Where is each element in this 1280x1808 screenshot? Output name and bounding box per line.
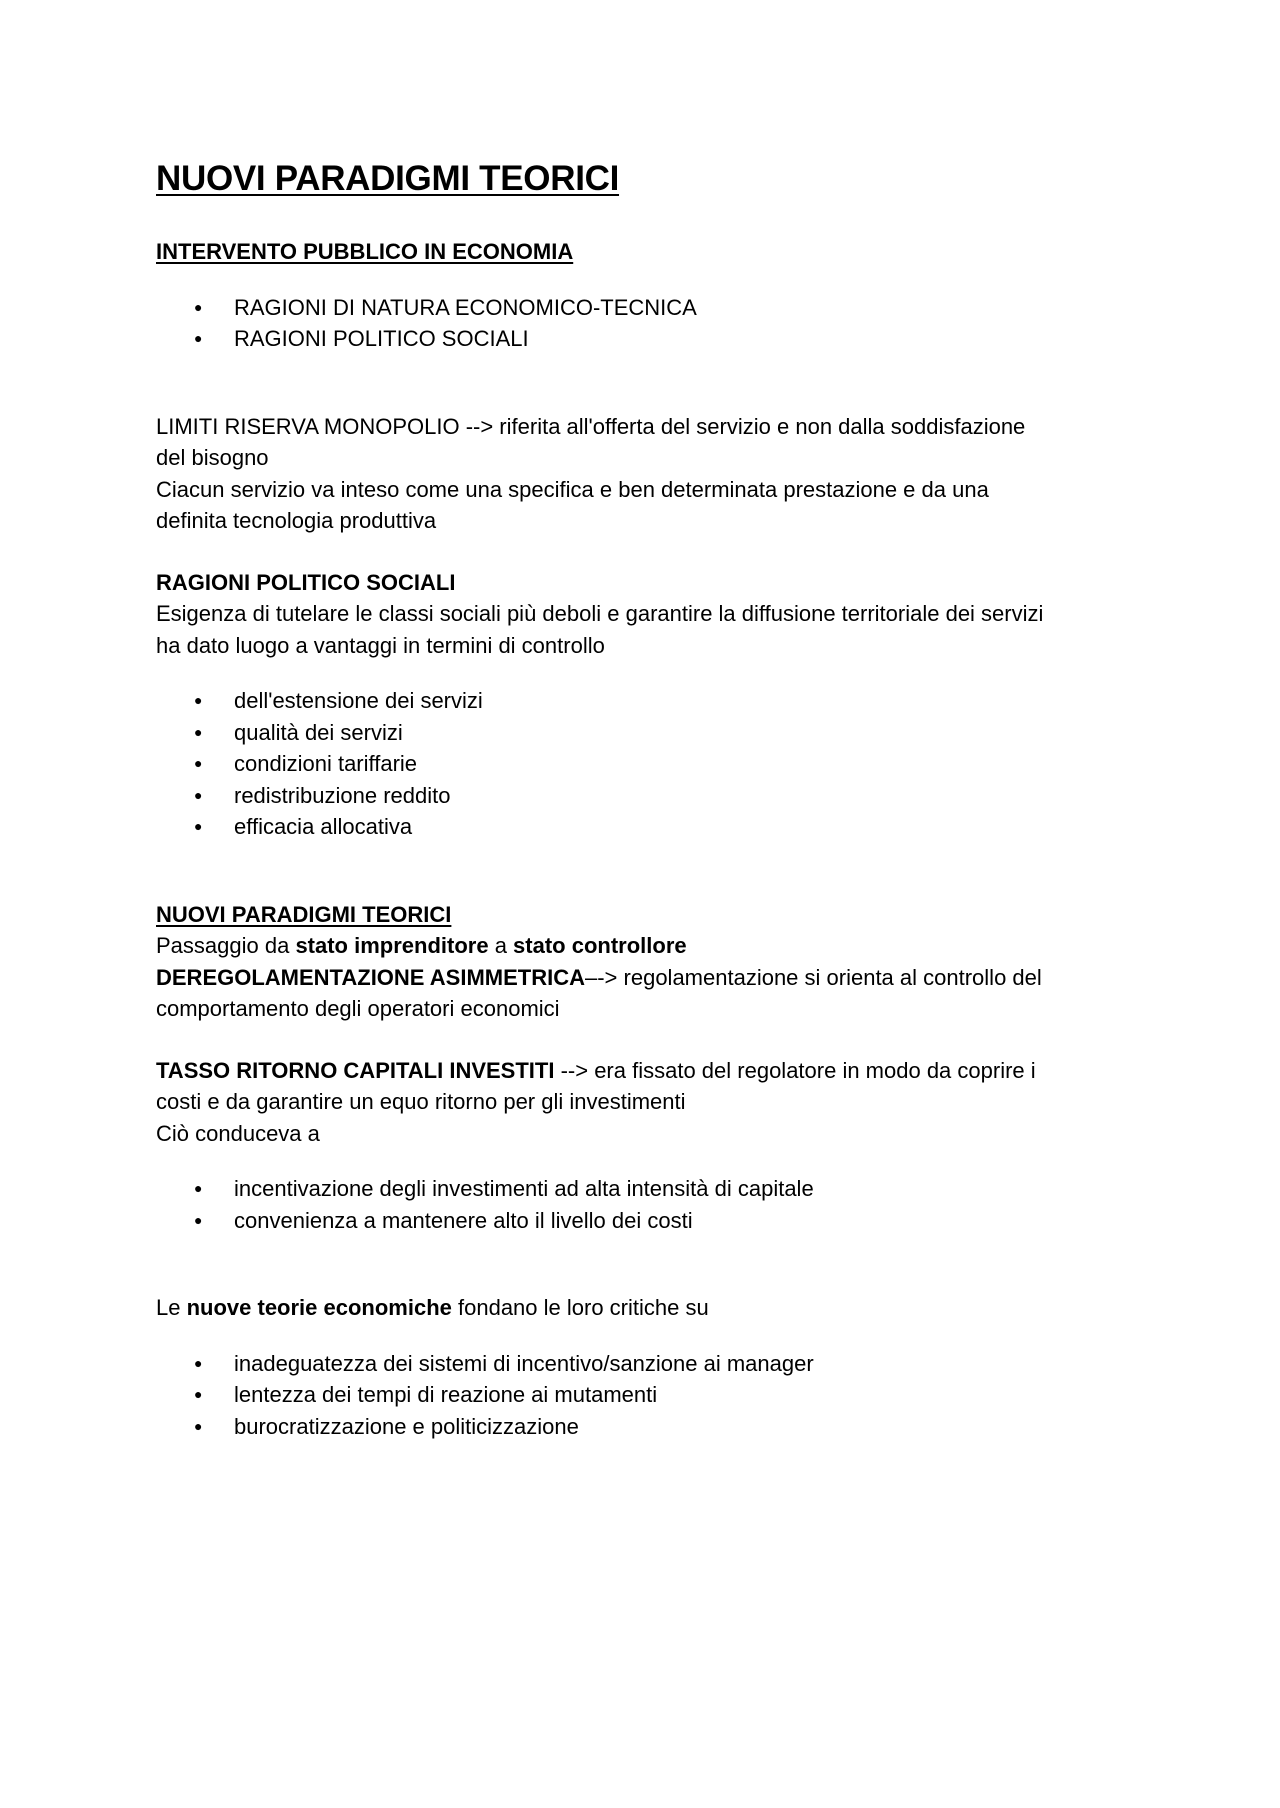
dereg-bold: DEREGOLAMENTAZIONE ASIMMETRICA: [156, 964, 585, 990]
list-item: ● efficacia allocativa: [156, 811, 1136, 843]
esigenza-line-1: Esigenza di tutelare le classi sociali più deboli e garantire la diffusione territoriale dei servizi: [156, 601, 1044, 626]
list-item: ● RAGIONI DI NATURA ECONOMICO-TECNICA: [156, 292, 1136, 324]
paragraph-limiti: [156, 411, 1136, 474]
list-item: ● redistribuzione reddito: [156, 780, 1136, 812]
paragraph-ciacun: [156, 474, 1136, 537]
heading-intervento-pubblico: INTERVENTO PUBBLICO IN ECONOMIA: [156, 239, 574, 264]
paragraph-passaggio: [156, 930, 1136, 962]
paragraph-nuove-teorie: [156, 1292, 1136, 1324]
passaggio-middle: a: [488, 933, 514, 958]
list-conseguenze: [156, 1173, 1136, 1236]
ciacun-line-2: definita tecnologia produttiva: [156, 508, 437, 533]
tasso-bold: TASSO RITORNO CAPITALI INVESTITI: [156, 1057, 555, 1083]
list-critiche: [156, 1348, 1136, 1443]
ciacun-line-1: Ciacun servizio va inteso come una specifica e ben determinata prestazione e da una: [156, 476, 989, 502]
limiti-line-1: LIMITI RISERVA MONOPOLIO --> riferita all'offerta del servizio e non dalla soddisfazione: [156, 413, 1026, 439]
list-item: ● RAGIONI POLITICO SOCIALI: [156, 323, 1136, 355]
list-item: ● burocratizzazione e politicizzazione: [156, 1411, 1136, 1443]
list-controllo: [156, 685, 1136, 843]
list-item: ● qualità dei servizi: [156, 717, 1136, 749]
list-item: ● inadeguatezza dei sistemi di incentivo/sanzione ai manager: [156, 1348, 1136, 1380]
passaggio-prefix: Passaggio da: [156, 933, 296, 958]
tasso-line-2: costi e da garantire un equo ritorno per gli investimenti: [156, 1089, 686, 1114]
document-page: [156, 156, 1136, 1442]
passaggio-bold-1: stato imprenditore: [295, 933, 489, 958]
paragraph-tasso: [156, 1055, 1136, 1150]
esigenza-line-2: ha dato luogo a vantaggi in termini di controllo: [156, 632, 605, 658]
limiti-line-2: del bisogno: [156, 445, 269, 470]
page-title: NUOVI PARADIGMI TEORICI: [156, 159, 620, 198]
list-item: ● condizioni tariffarie: [156, 748, 1136, 780]
list-item: ● lentezza dei tempi di reazione ai mutamenti: [156, 1379, 1136, 1411]
nuove-teorie-prefix: Le: [156, 1295, 187, 1320]
nuove-teorie-rest: fondano le loro critiche su: [451, 1295, 709, 1320]
list-item: ● dell'estensione dei servizi: [156, 685, 1136, 717]
passaggio-bold-2: stato controllore: [513, 933, 687, 958]
tasso-line-3: Ciò conduceva a: [156, 1120, 320, 1146]
heading-ragioni-politico-sociali: RAGIONI POLITICO SOCIALI: [156, 569, 456, 595]
list-item: ● convenienza a mantenere alto il livello dei costi: [156, 1205, 1136, 1237]
paragraph-deregolamentazione: [156, 962, 1136, 1025]
list-item: ● incentivazione degli investimenti ad alta intensità di capitale: [156, 1173, 1136, 1205]
heading-nuovi-paradigmi: NUOVI PARADIGMI TEORICI: [156, 901, 452, 927]
dereg-line-2: comportamento degli operatori economici: [156, 996, 560, 1021]
tasso-rest: --> era fissato del regolatore in modo da coprire i: [554, 1057, 1036, 1083]
dereg-rest: –-> regolamentazione si orienta al controllo del: [585, 964, 1042, 990]
list-ragioni: [156, 292, 1136, 355]
paragraph-esigenza: [156, 598, 1136, 661]
nuove-teorie-bold: nuove teorie economiche: [186, 1295, 452, 1320]
